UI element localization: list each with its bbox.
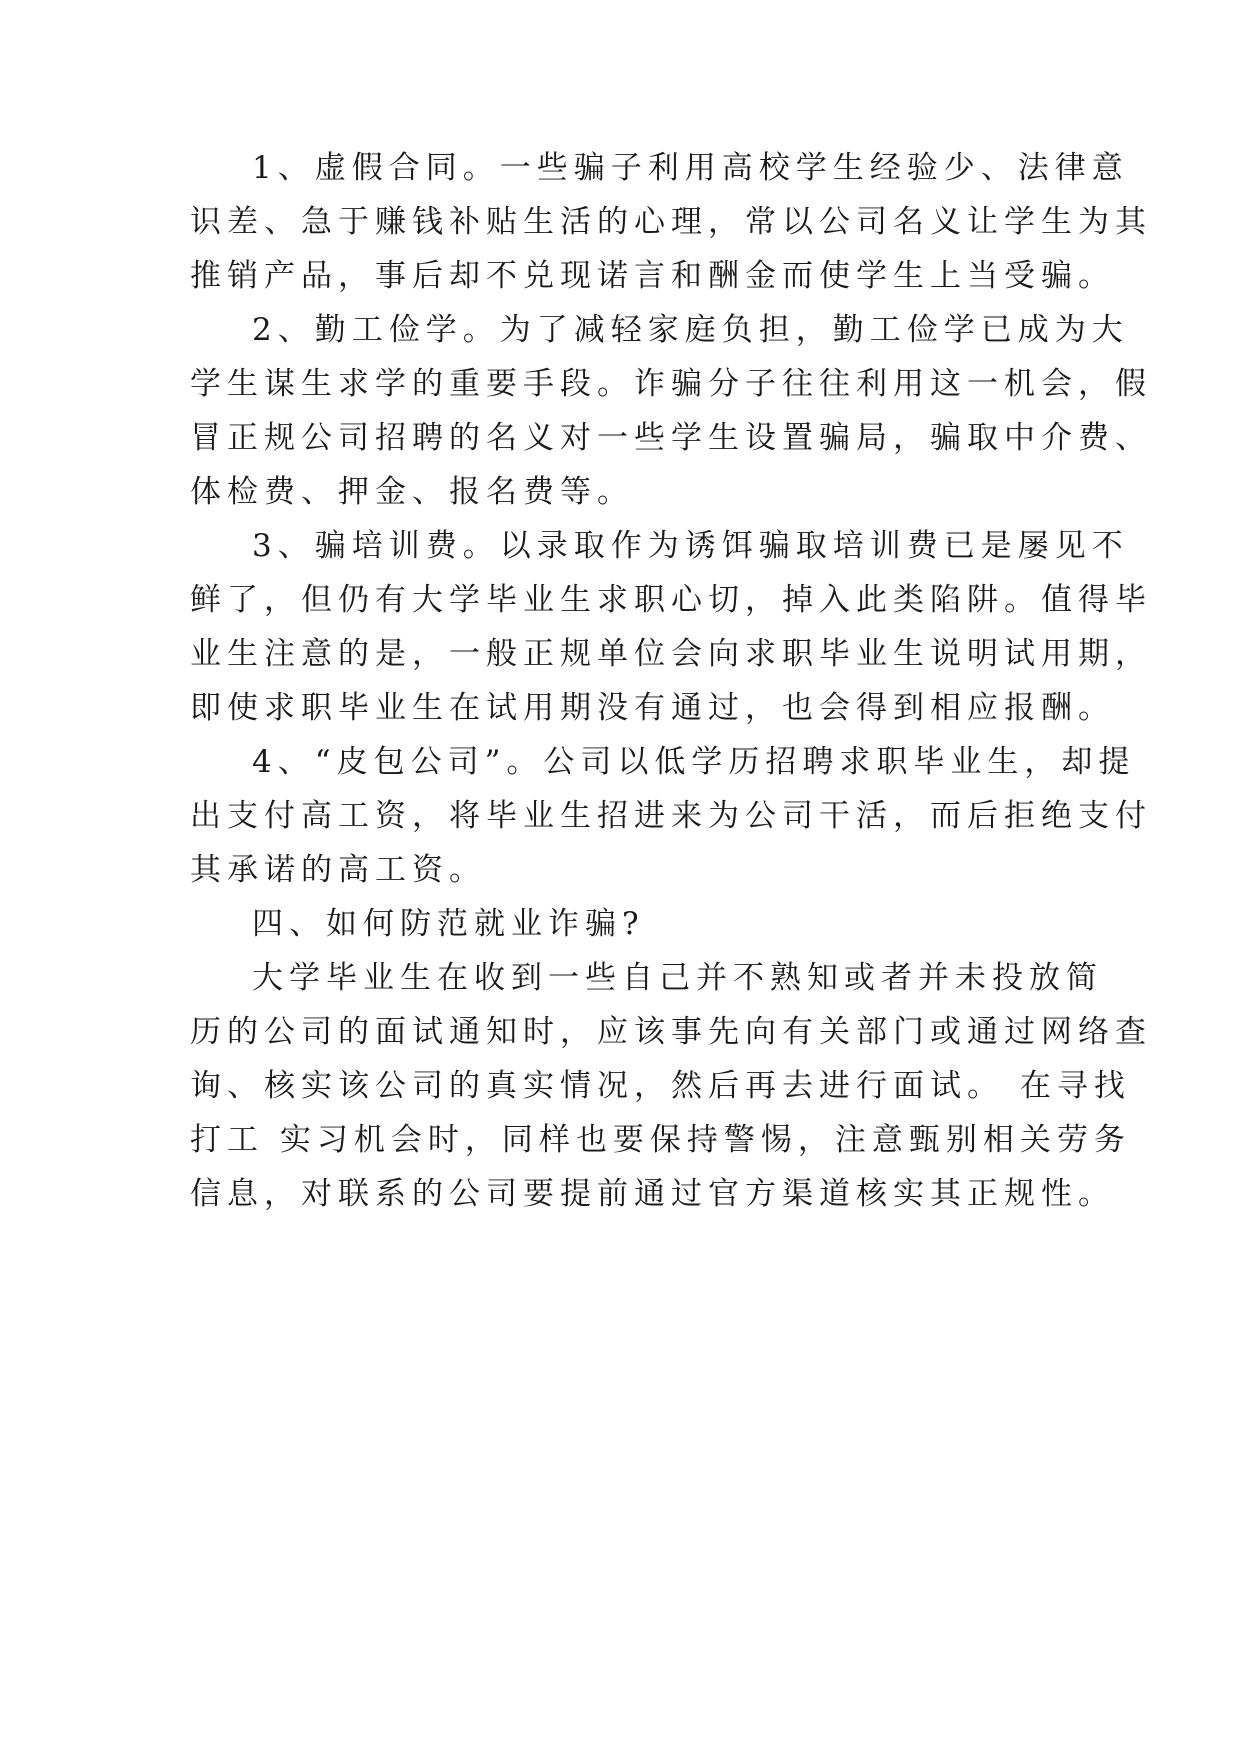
- paragraph-2-line-1: 2、勤工俭学。为了减轻家庭负担，勤工俭学已成为大: [252, 312, 1129, 348]
- paragraph-5-line-3: 询、核实该公司的真实情况，然后再去进行面试。 在寻找: [190, 1068, 1131, 1104]
- paragraph-2-line-3: 冒正规公司招聘的名义对一些学生设置骗局，骗取中介费、: [190, 420, 1152, 456]
- paragraph-1-line-2: 识差、急于赚钱补贴生活的心理，常以公司名义让学生为其: [190, 204, 1152, 240]
- paragraph-5-line-2: 历的公司的面试通知时，应该事先向有关部门或通过网络查: [190, 1014, 1152, 1050]
- paragraph-3-line-4: 即使求职毕业生在试用期没有通过，也会得到相应报酬。: [190, 690, 1115, 726]
- paragraph-5-line-1: 大学毕业生在收到一些自己并不熟知或者并未投放简: [252, 960, 1103, 996]
- paragraph-1-line-3: 推销产品，事后却不兑现诺言和酬金而使学生上当受骗。: [190, 258, 1115, 294]
- paragraph-3-line-3: 业生注意的是，一般正规单位会向求职毕业生说明试用期，: [190, 636, 1152, 672]
- paragraph-1-line-1: 1、虚假合同。一些骗子利用高校学生经验少、法律意: [252, 150, 1129, 186]
- paragraph-5-line-4: 打工 实习机会时，同样也要保持警惕，注意甄别相关劳务: [190, 1122, 1131, 1158]
- paragraph-3-line-1: 3、骗培训费。以录取作为诱饵骗取培训费已是屡见不: [252, 528, 1129, 564]
- paragraph-2-line-2: 学生谋生求学的重要手段。诈骗分子往往利用这一机会，假: [190, 366, 1152, 402]
- paragraph-4-line-1: 4、“皮包公司”。公司以低学历招聘求职毕业生，却提: [252, 744, 1136, 780]
- paragraph-4-line-3: 其承诺的高工资。: [190, 852, 486, 888]
- paragraph-2-line-4: 体检费、押金、报名费等。: [190, 474, 634, 510]
- paragraph-3-line-2: 鲜了，但仍有大学毕业生求职心切，掉入此类陷阱。值得毕: [190, 582, 1152, 618]
- paragraph-4-line-2: 出支付高工资，将毕业生招进来为公司干活，而后拒绝支付: [190, 798, 1152, 834]
- paragraph-5-line-5: 信息，对联系的公司要提前通过官方渠道核实其正规性。: [190, 1176, 1115, 1212]
- section-heading: 四、如何防范就业诈骗?: [252, 906, 645, 942]
